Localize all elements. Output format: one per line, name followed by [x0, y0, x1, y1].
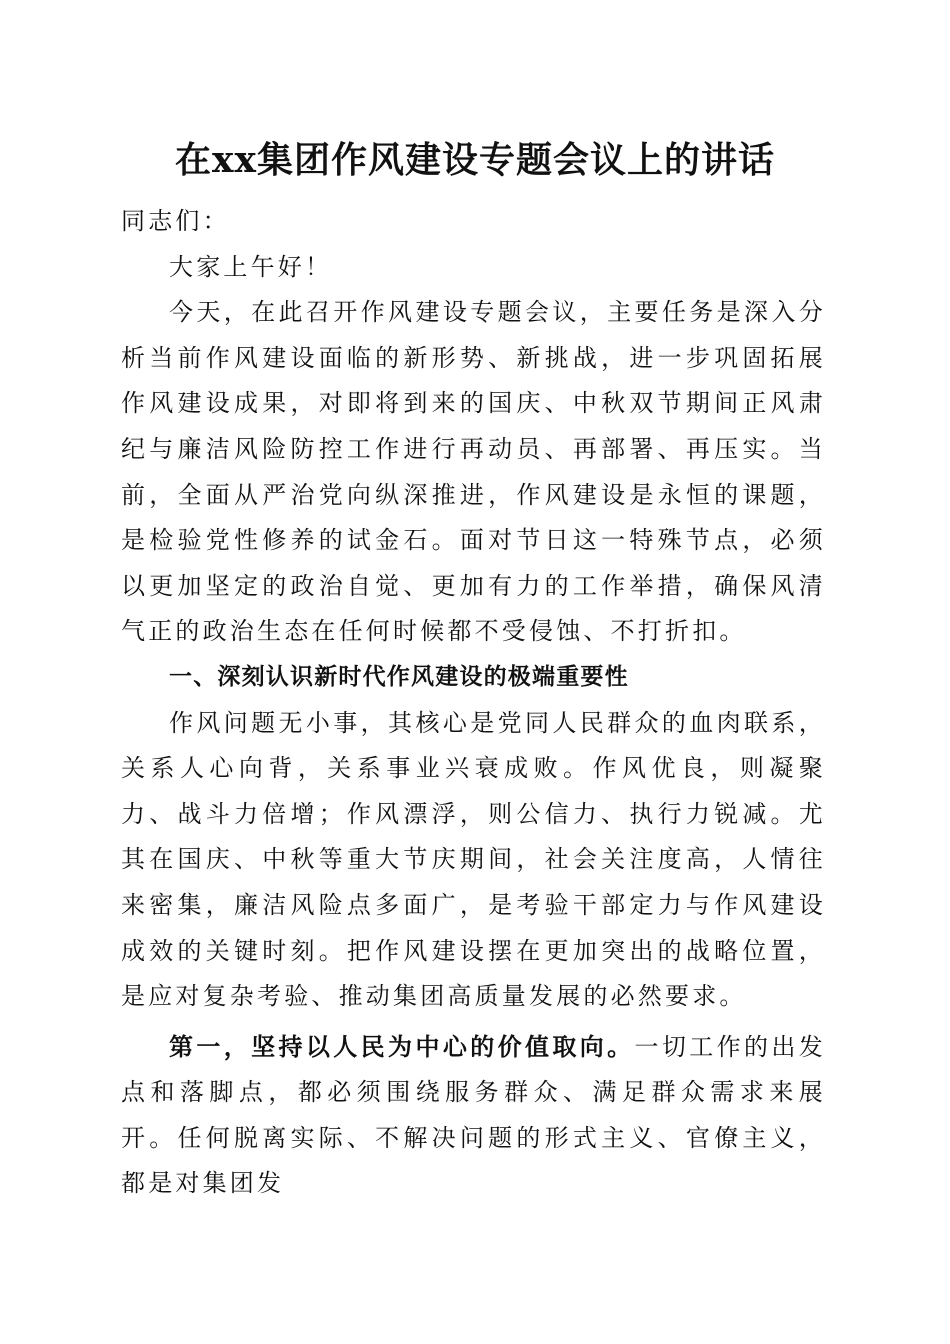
salutation: 同志们：	[121, 207, 230, 235]
document-title: 在xx集团作风建设专题会议上的讲话	[175, 139, 775, 181]
point-1-text: 一切工作的出发点和落脚点，都必须围绕服务群众、满足群众需求来展开。任何脱离实际、不解决问题的形式主义、官僚主义，都是对集团发	[121, 1032, 826, 1198]
point-1-paragraph	[121, 1024, 826, 1207]
greeting: 大家上午好！	[169, 252, 333, 281]
document-body	[121, 199, 826, 1207]
section-1-heading: 一、深刻认识新时代作风建设的极端重要性	[169, 663, 629, 690]
point-1-lead: 第一，坚持以人民为中心的价值取向。	[169, 1031, 635, 1061]
section-1-paragraph: 作风问题无小事，其核心是党同人民群众的血肉联系，关系人心向背，关系事业兴衰成败。作风优良，则凝聚力、战斗力倍增；作风漂浮，则公信力、执行力锐减。尤其在国庆、中秋等重大节庆期间，社会关注度高，人情往来密集，廉洁风险点多面广，是考验干部定力与作风建设成效的关键时刻。把作风建设摆在更加突出的战略位置，是应对复杂考验、推动集团高质量发展的必然要求。	[121, 708, 826, 1011]
intro-paragraph: 今天，在此召开作风建设专题会议，主要任务是深入分析当前作风建设面临的新形势、新挑战，进一步巩固拓展作风建设成果，对即将到来的国庆、中秋双节期间正风肃纪与廉洁风险防控工作进行再动员、再部署、再压实。当前，全面从严治党向纵深推进，作风建设是永恒的课题，是检验党性修养的试金石。面对节日这一特殊节点，必须以更加坚定的政治自觉、更加有力的工作举措，确保风清气正的政治生态在任何时候都不受侵蚀、不打折扣。	[121, 298, 826, 646]
